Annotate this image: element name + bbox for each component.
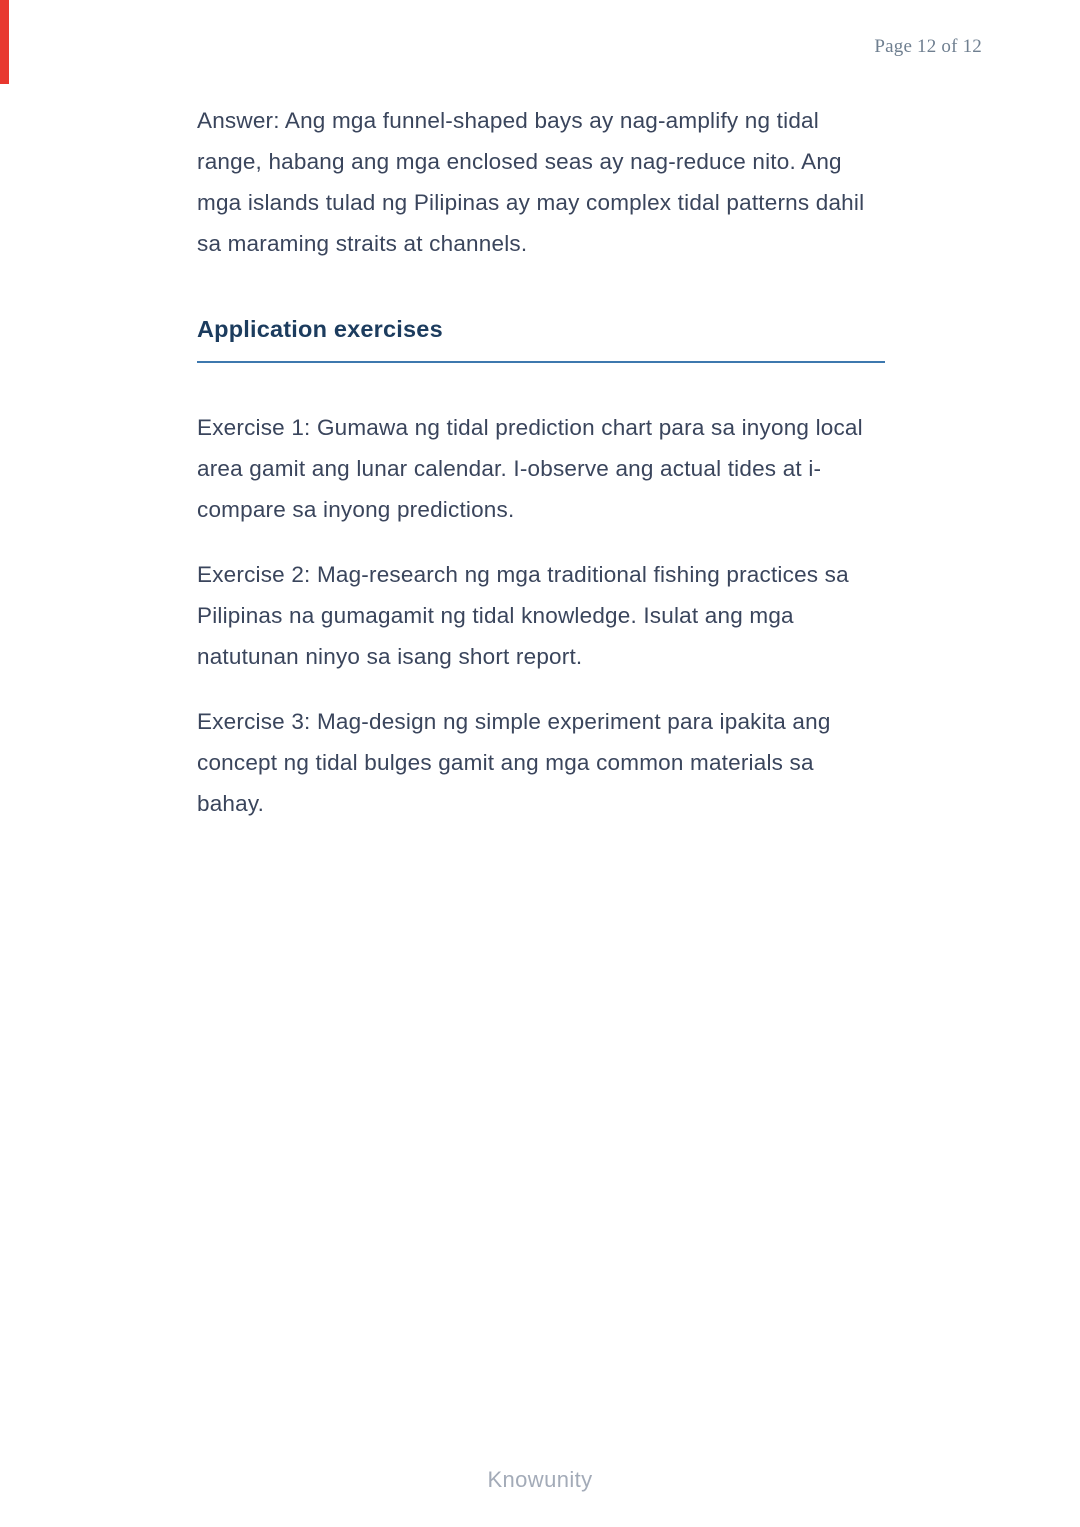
page-indicator: Page 12 of 12 xyxy=(874,36,982,57)
exercise-3-paragraph: Exercise 3: Mag-design ng simple experiment para ipakita ang concept ng tidal bulges gamit ang mga common materials sa bahay. xyxy=(197,709,831,816)
exercise-1-paragraph: Exercise 1: Gumawa ng tidal prediction chart para sa inyong local area gamit ang lunar calendar. I-observe ang actual tides at i-compare sa inyong predictions. xyxy=(197,415,863,522)
section-underline-rule xyxy=(197,361,885,363)
section-header xyxy=(197,316,887,363)
exercise-2-paragraph: Exercise 2: Mag-research ng mga traditional fishing practices sa Pilipinas na gumagamit ng tidal knowledge. Isulat ang mga natutunan ninyo sa isang short report. xyxy=(197,562,849,669)
red-edge-strip xyxy=(0,0,9,84)
document-body xyxy=(197,100,887,848)
footer-brand: Knowunity xyxy=(487,1467,593,1492)
answer-paragraph: Answer: Ang mga funnel-shaped bays ay nag-amplify ng tidal range, habang ang mga enclosed seas ay nag-reduce nito. Ang mga islands tulad ng Pilipinas ay may complex tidal patterns dahil sa maraming straits at channels. xyxy=(197,108,865,256)
section-heading: Application exercises xyxy=(197,316,443,342)
